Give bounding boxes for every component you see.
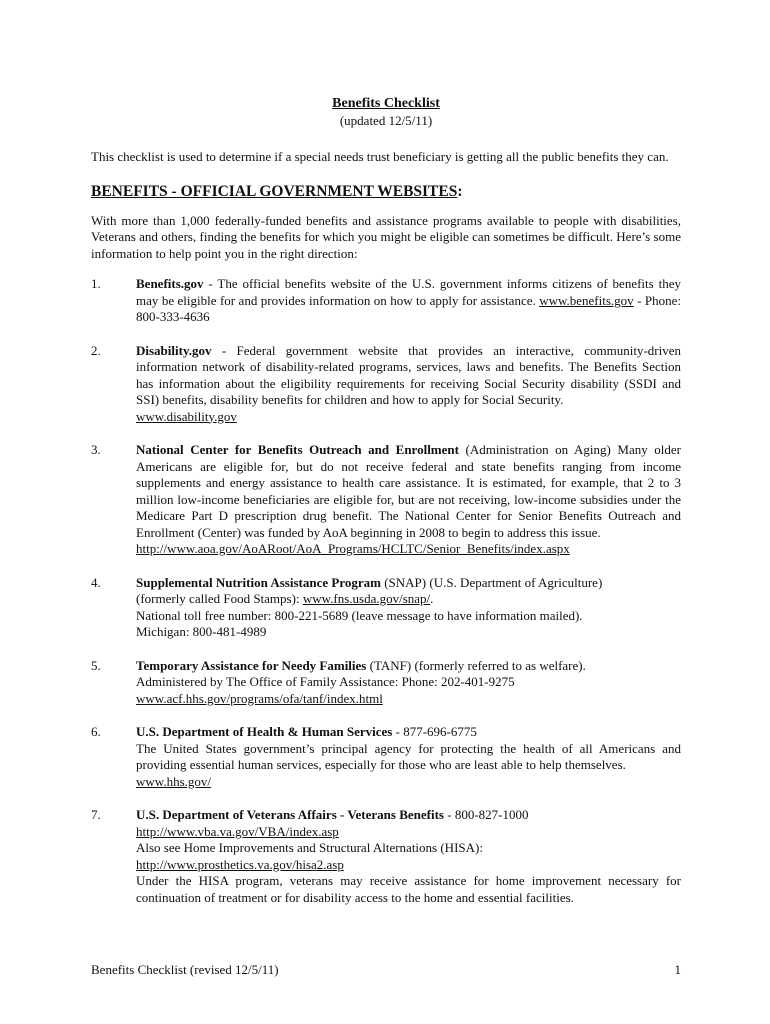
- item-line5: Under the HISA program, veterans may receive assistance for home improvement necessary for continuation of treatment or for disability access to the home and essential facilities.: [136, 873, 681, 905]
- section-heading-colon: :: [457, 182, 463, 200]
- list-item: [91, 724, 681, 790]
- item-name: Disability.gov: [136, 342, 212, 358]
- list-item: [91, 343, 681, 426]
- item-line2: Administered by The Office of Family Assistance: Phone: 202-401-9275: [136, 674, 515, 689]
- item-name: Temporary Assistance for Needy Families: [136, 657, 367, 673]
- document-subtitle: (updated 12/5/11): [339, 113, 433, 128]
- item-line2-prefix: (formerly called Food Stamps):: [136, 591, 303, 606]
- item-body: [136, 658, 681, 708]
- section-heading: [91, 182, 681, 201]
- item-text: - Federal government website that provides an interactive, community-driven information network of disability-related programs, services, laws and benefits. The Benefits Section has information about the eligibility requirements for receiving Social Security disability (SSDI and SSI) benefits, disability benefits for children and how to apply for Social Security.: [136, 342, 681, 407]
- item-text: - 877-696-6775: [392, 724, 477, 739]
- item-name: U.S. Department of Health & Human Services: [136, 724, 393, 739]
- footer-text: Benefits Checklist (revised 12/5/11): [91, 962, 279, 977]
- item-link[interactable]: www.benefits.gov: [539, 292, 634, 308]
- item-text: (Administration on Aging) Many older Americans are eligible for, but do not receive federal and state benefits ranging from income supplements and energy assistance to health care assistance. It is estimated, for example, that 2 to 3 million low-income beneficiaries are eligible for, but are not receiving, low-income subsidies under the Medicare Part D prescription drug benefit. The National Center for Senior Benefits Outreach and Enrollment (Center) was funded by AoA beginning in 2008 to begin to address this issue.: [136, 442, 681, 540]
- item-link[interactable]: www.acf.hhs.gov/programs/ofa/tanf/index.html: [136, 690, 383, 706]
- item-text: (TANF) (formerly referred to as welfare).: [366, 657, 586, 673]
- item-number: 7.: [91, 807, 101, 822]
- item-after: - Phone: 800-333-4636: [136, 292, 681, 324]
- benefits-list: [91, 276, 681, 906]
- item-name: U.S. Department of Veterans Affairs - Veterans Benefits: [136, 807, 444, 822]
- page-number: 1: [674, 962, 681, 977]
- item-body: [136, 276, 681, 326]
- item-number: 5.: [91, 657, 101, 673]
- item-link-vba[interactable]: http://www.vba.va.gov/VBA/index.asp: [136, 823, 339, 839]
- list-item: [91, 658, 681, 708]
- item-name: Supplemental Nutrition Assistance Program: [136, 574, 381, 590]
- list-item: [91, 575, 681, 641]
- item-link[interactable]: www.hhs.gov/: [136, 773, 211, 789]
- document-page: [91, 95, 681, 906]
- section-heading-text: BENEFITS - OFFICIAL GOVERNMENT WEBSITES: [91, 182, 458, 200]
- item-link[interactable]: www.fns.usda.gov/snap/: [302, 591, 431, 606]
- item-line4: Michigan: 800-481-4989: [136, 624, 267, 639]
- item-body: [136, 724, 681, 790]
- item-body: [136, 442, 681, 558]
- list-item: [91, 442, 681, 558]
- intro-paragraph: This checklist is used to determine if a special needs trust beneficiary is getting all the public benefits they can.: [91, 149, 669, 164]
- item-name: Benefits.gov: [136, 276, 204, 291]
- item-body: [136, 343, 681, 426]
- item-link[interactable]: www.disability.gov: [136, 408, 237, 424]
- document-title: Benefits Checklist: [332, 96, 440, 111]
- item-number: 2.: [91, 342, 101, 358]
- section-paragraph: With more than 1,000 federally-funded benefits and assistance programs available to people with disabilities, Veterans and others, finding the benefits for which you might be eligible can sometimes be difficult. Here’s some information to help point you in the right direction:: [91, 212, 681, 261]
- item-text: - The official benefits website of the U.S. government informs citizens of benefits they may be eligible for and provides information on how to apply for assistance.: [136, 276, 681, 308]
- item-text: (SNAP) (U.S. Department of Agriculture): [380, 574, 603, 590]
- item-number: 4.: [91, 574, 101, 590]
- item-number: 1.: [91, 276, 101, 291]
- item-line3: National toll free number: 800-221-5689 (leave message to have information mailed).: [136, 607, 583, 623]
- item-link-hisa[interactable]: http://www.prosthetics.va.gov/hisa2.asp: [136, 856, 344, 872]
- item-name: National Center for Benefits Outreach and Enrollment: [136, 442, 459, 457]
- item-number: 6.: [91, 724, 101, 739]
- item-link[interactable]: http://www.aoa.gov/AoARoot/AoA_Programs/HCLTC/Senior_Benefits/index.aspx: [136, 541, 570, 556]
- item-body: [136, 575, 681, 641]
- list-item: [91, 807, 681, 906]
- item-number: 3.: [91, 442, 101, 457]
- item-line2-suffix: .: [430, 591, 434, 606]
- item-body: [136, 807, 681, 906]
- item-line2: The United States government’s principal agency for protecting the health of all Americans and providing essential human services, especially for those who are least able to help themselves.: [136, 740, 681, 772]
- item-line3: Also see Home Improvements and Structural Alternations (HISA):: [136, 840, 483, 855]
- list-item: [91, 276, 681, 326]
- item-text: - 800-827-1000: [444, 807, 529, 822]
